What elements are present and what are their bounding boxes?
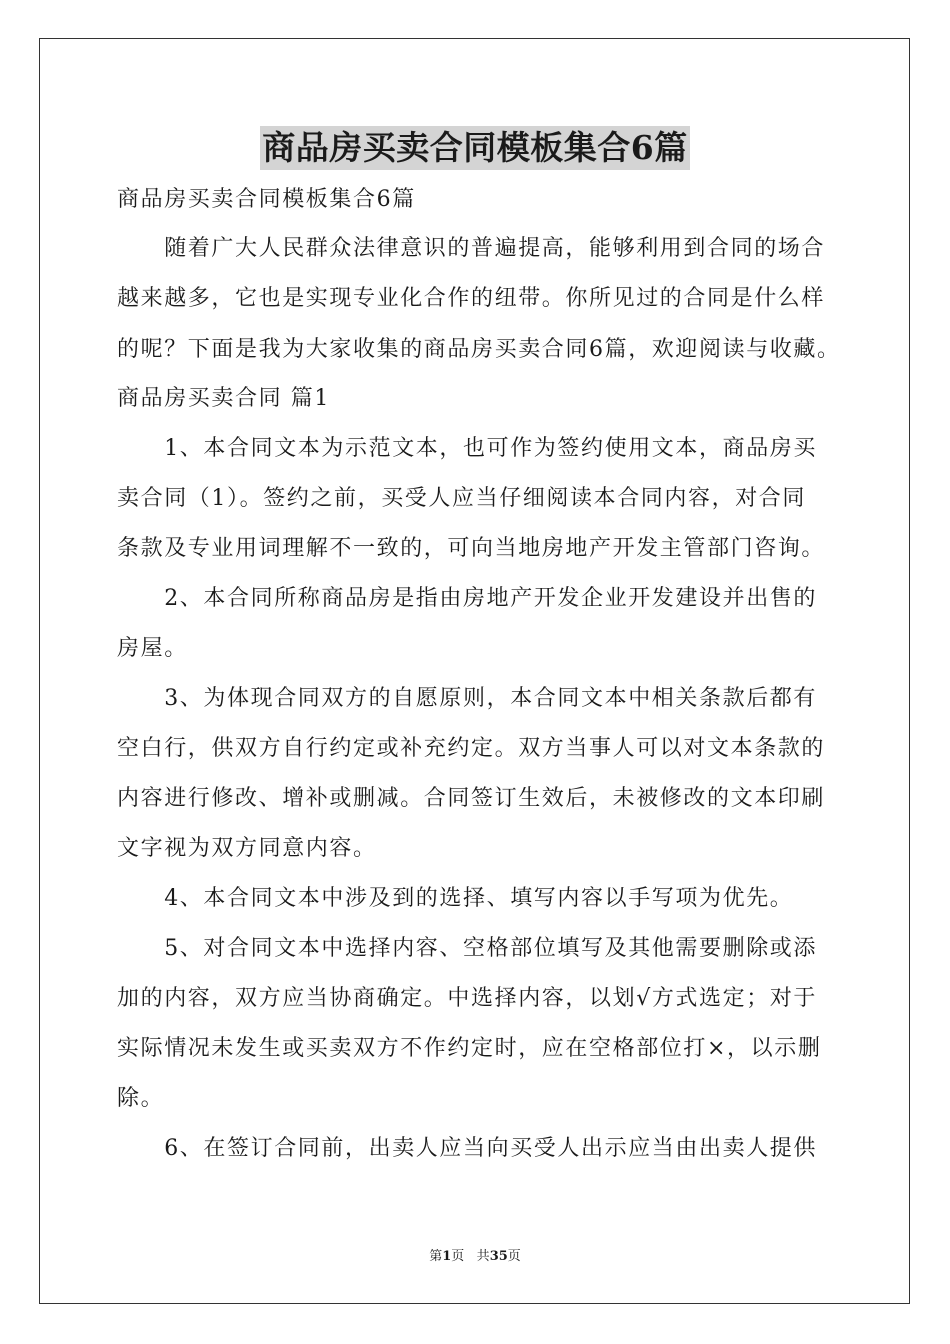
total-suffix: 页 (507, 1249, 521, 1264)
body-line: 实际情况未发生或买卖双方不作约定时，应在空格部位打×，以示删 (117, 1036, 822, 1061)
body-line: 除。 (117, 1086, 165, 1111)
document-title (0, 126, 950, 170)
body-line: 4、本合同文本中涉及到的选择、填写内容以手写项为优先。 (117, 886, 794, 911)
page-border (39, 38, 910, 1304)
body-line: 卖合同（1）。签约之前，买受人应当仔细阅读本合同内容，对合同 (117, 486, 806, 511)
body-line: 5、对合同文本中选择内容、空格部位填写及其他需要删除或添 (117, 936, 817, 961)
subtitle-line: 商品房买卖合同模板集合6篇 (117, 187, 416, 212)
body-line: 越来越多，它也是实现专业化合作的纽带。你所见过的合同是什么样 (117, 286, 826, 311)
body-line: 2、本合同所称商品房是指由房地产开发企业开发建设并出售的 (117, 586, 817, 611)
body-line: 条款及专业用词理解不一致的，可向当地房地产开发主管部门咨询。 (117, 536, 826, 561)
page-number: 1 (442, 1249, 452, 1264)
page-footer (0, 1248, 950, 1266)
body-line: 的呢？下面是我为大家收集的商品房买卖合同6篇，欢迎阅读与收藏。 (117, 337, 841, 362)
body-line: 空白行，供双方自行约定或补充约定。双方当事人可以对文本条款的 (117, 736, 826, 761)
page-prefix: 第 (429, 1249, 443, 1264)
section-heading: 商品房买卖合同 篇1 (117, 386, 330, 411)
body-line: 1、本合同文本为示范文本，也可作为签约使用文本，商品房买 (117, 436, 817, 461)
body-line: 房屋。 (117, 636, 188, 661)
page-suffix: 页 (451, 1249, 465, 1264)
body-line: 文字视为双方同意内容。 (117, 836, 377, 861)
total-prefix: 共 (476, 1249, 490, 1264)
body-line: 加的内容，双方应当协商确定。中选择内容，以划√方式选定；对于 (117, 986, 818, 1011)
body-line: 随着广大人民群众法律意识的普遍提高，能够利用到合同的场合 (117, 236, 826, 261)
body-line: 6、在签订合同前，出卖人应当向买受人出示应当由出卖人提供 (117, 1136, 817, 1161)
document-title-text: 商品房买卖合同模板集合6篇 (260, 126, 689, 170)
body-line: 内容进行修改、增补或删减。合同签订生效后，未被修改的文本印刷 (117, 786, 826, 811)
body-line: 3、为体现合同双方的自愿原则，本合同文本中相关条款后都有 (117, 686, 817, 711)
total-pages: 35 (489, 1249, 508, 1264)
